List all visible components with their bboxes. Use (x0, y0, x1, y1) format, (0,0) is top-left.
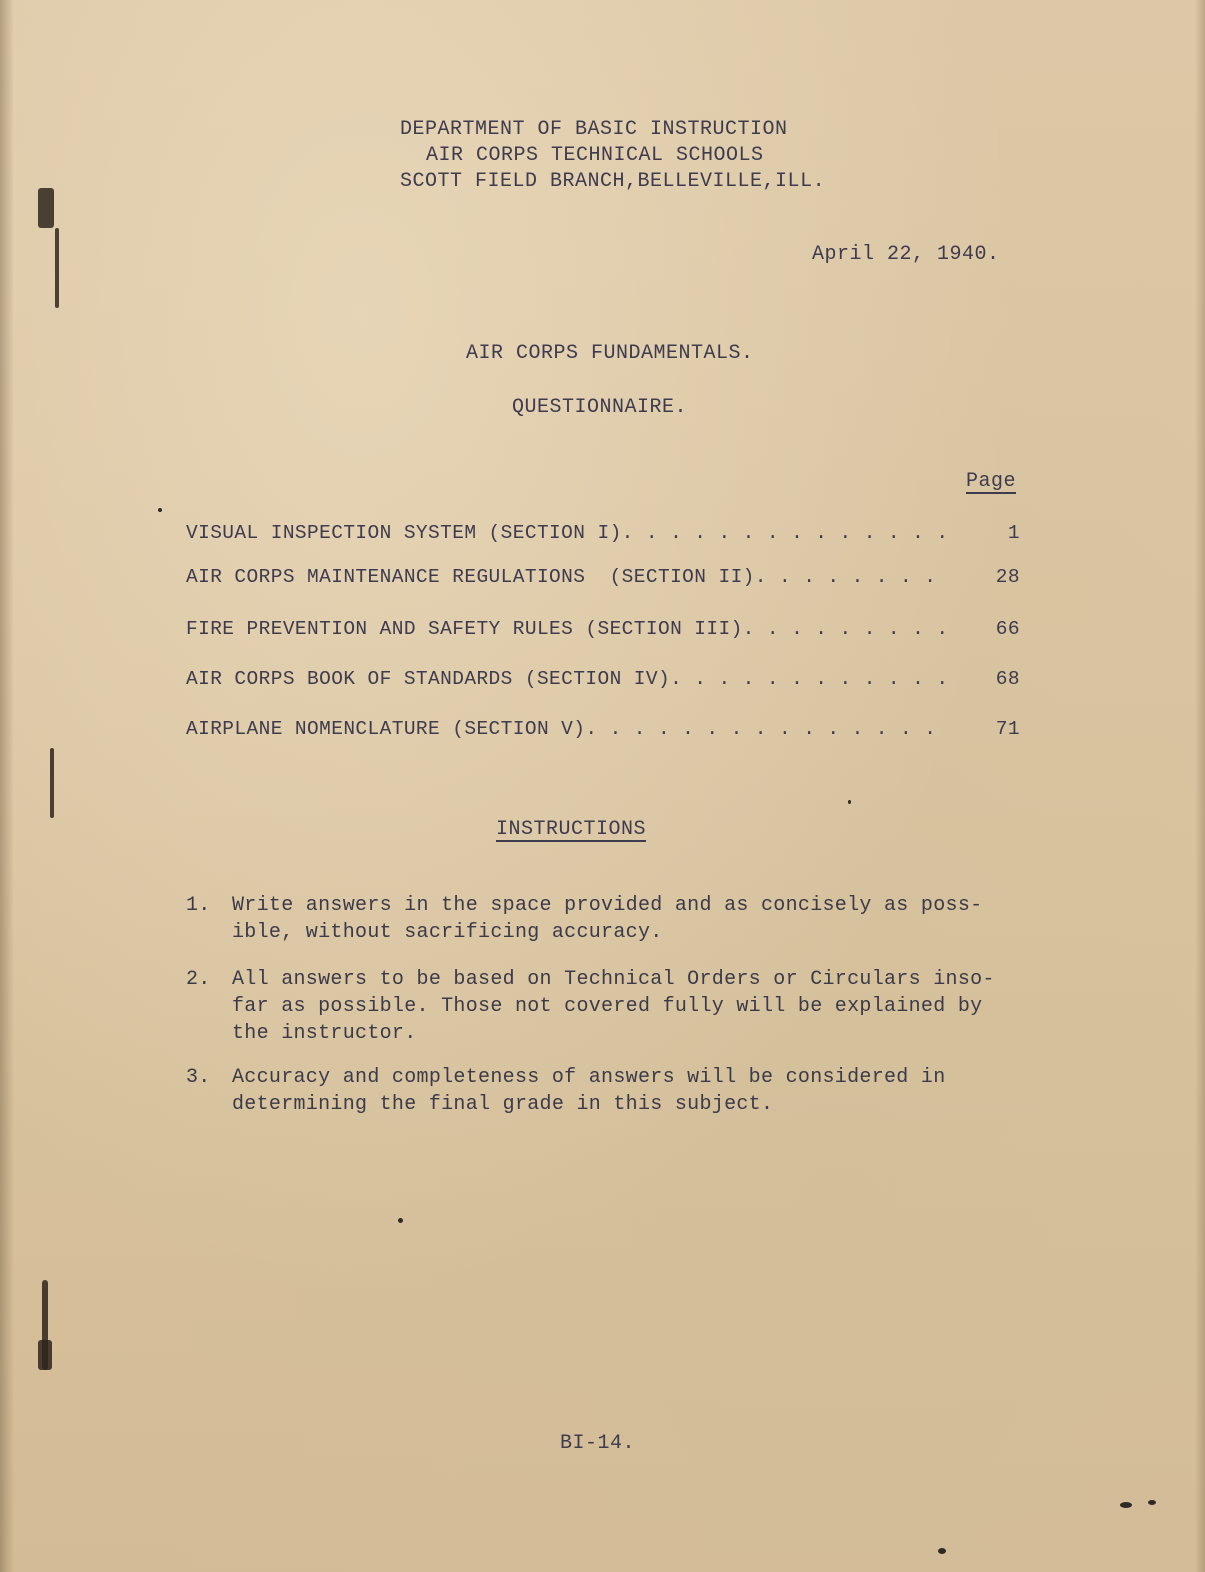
instructions-heading: INSTRUCTIONS (496, 818, 647, 841)
paper-speck (938, 1548, 946, 1554)
instruction-item (186, 892, 1022, 952)
toc-title: VISUAL INSPECTION SYSTEM (SECTION I). . . . . . . . . . . . . . (186, 522, 949, 544)
instruction-number: 1. (186, 894, 211, 917)
binder-mark-middle (50, 748, 54, 818)
toc-title: AIR CORPS BOOK OF STANDARDS (SECTION IV). . . . . . . . . . . . (186, 668, 949, 690)
instruction-number: 2. (186, 968, 211, 991)
document-title: AIR CORPS FUNDAMENTALS. (466, 342, 754, 365)
instruction-item (186, 966, 1022, 1050)
paper-speck (1120, 1502, 1132, 1508)
instruction-text: All answers to be based on Technical Orders or Circulars inso- far as possible. Those not covered fully will be explained by the instructor. (232, 968, 995, 1045)
toc-row (186, 718, 1020, 746)
instruction-number: 3. (186, 1066, 211, 1089)
document-date: April 22, 1940. (812, 243, 1000, 266)
instruction-text: Accuracy and completeness of answers will be considered in determining the final grade in this subject. (232, 1066, 946, 1116)
paper-speck (1148, 1500, 1156, 1505)
document-code: BI-14. (560, 1432, 636, 1455)
binder-mark-bottom-blob (38, 1340, 52, 1370)
paper-speck (398, 1218, 403, 1223)
toc-page-number: 1 (1007, 522, 1020, 544)
header-department: DEPARTMENT OF BASIC INSTRUCTION (400, 118, 788, 141)
header-school: AIR CORPS TECHNICAL SCHOOLS (426, 144, 764, 167)
toc-row (186, 566, 1020, 594)
toc-page-label: Page (966, 470, 1017, 493)
instruction-item (186, 1064, 1022, 1124)
header-branch: SCOTT FIELD BRANCH,BELLEVILLE,ILL. (400, 170, 826, 193)
toc-page-number: 28 (995, 566, 1020, 588)
paper-speck (848, 800, 851, 804)
toc-page-number: 71 (995, 718, 1020, 740)
toc-row (186, 522, 1020, 550)
toc-row (186, 668, 1020, 696)
instruction-text: Write answers in the space provided and as concisely as poss- ible, without sacrificing accuracy. (232, 894, 983, 944)
toc-page-number: 66 (995, 618, 1020, 640)
paper-speck (158, 508, 162, 512)
toc-title: AIRPLANE NOMENCLATURE (SECTION V). . . . . . . . . . . . . . . (186, 718, 937, 740)
binder-mark-top-stem (55, 228, 59, 308)
page-edge-shadow-right (1195, 0, 1205, 1572)
toc-title: AIR CORPS MAINTENANCE REGULATIONS (SECTION II). . . . . . . . (186, 566, 937, 588)
binder-mark-top (38, 188, 54, 228)
page-edge-shadow (0, 0, 14, 1572)
toc-page-number: 68 (995, 668, 1020, 690)
toc-title: FIRE PREVENTION AND SAFETY RULES (SECTION III). . . . . . . . . (186, 618, 949, 640)
document-subtitle: QUESTIONNAIRE. (512, 396, 688, 419)
toc-row (186, 618, 1020, 646)
